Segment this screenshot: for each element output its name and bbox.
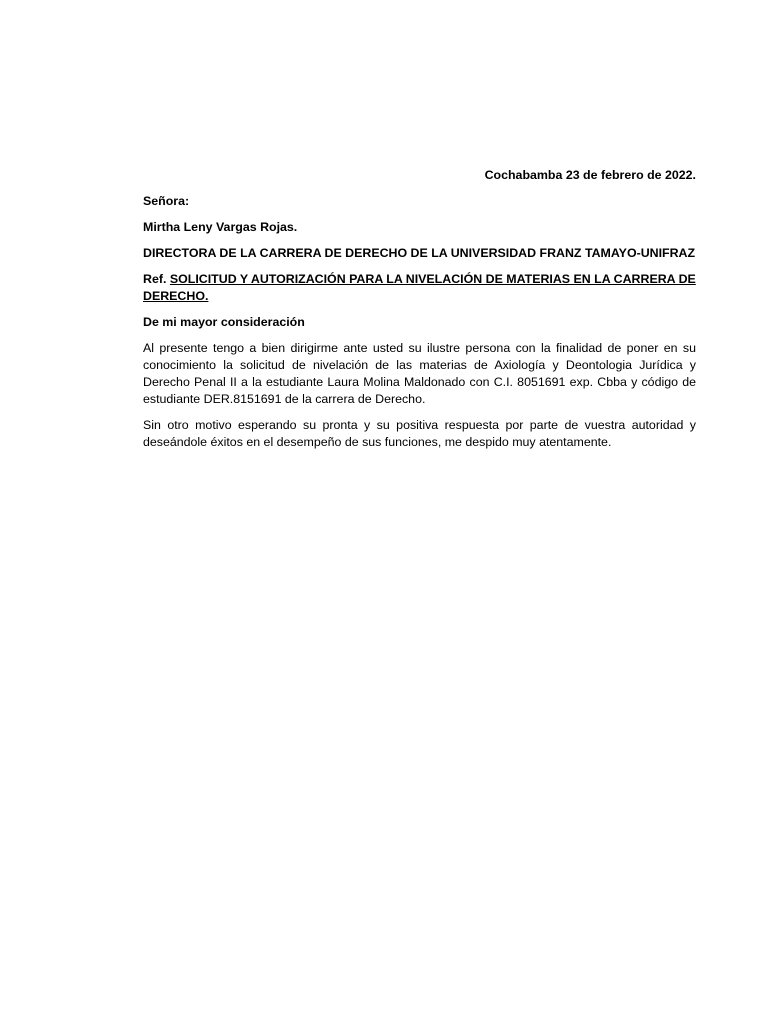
body-paragraph-1: Al presente tengo a bien dirigirme ante usted su ilustre persona con la finalidad de poner en su conocimiento la solicitud de nivelación de las materias de Axiología y Deontologia Jurídica y Derecho Penal II a la estudiante Laura Molina Maldonado con C.I. 8051691 exp. Cbba y código de estudiante DER.8151691 de la carrera de Derecho. xyxy=(143,341,696,406)
salutation: Señora: xyxy=(143,194,190,208)
letter-date: Cochabamba 23 de febrero de 2022. xyxy=(484,168,696,182)
recipient-name: Mirtha Leny Vargas Rojas. xyxy=(143,220,298,234)
letter-body xyxy=(143,167,696,460)
reference-line xyxy=(143,271,696,305)
reference-subject: SOLICITUD Y AUTORIZACIÓN PARA LA NIVELACIÓN DE MATERIAS EN LA CARRERA DE DERECHO. xyxy=(143,272,696,303)
reference-label: Ref. xyxy=(143,272,167,286)
body-paragraph-2: Sin otro motivo esperando su pronta y su positiva respuesta por parte de vuestra autoridad y deseándole éxitos en el desempeño de sus funciones, me despido muy atentamente. xyxy=(143,418,696,449)
recipient-title: DIRECTORA DE LA CARRERA DE DERECHO DE LA UNIVERSIDAD FRANZ TAMAYO-UNIFRAZ xyxy=(143,246,696,260)
greeting: De mi mayor consideración xyxy=(143,315,305,329)
